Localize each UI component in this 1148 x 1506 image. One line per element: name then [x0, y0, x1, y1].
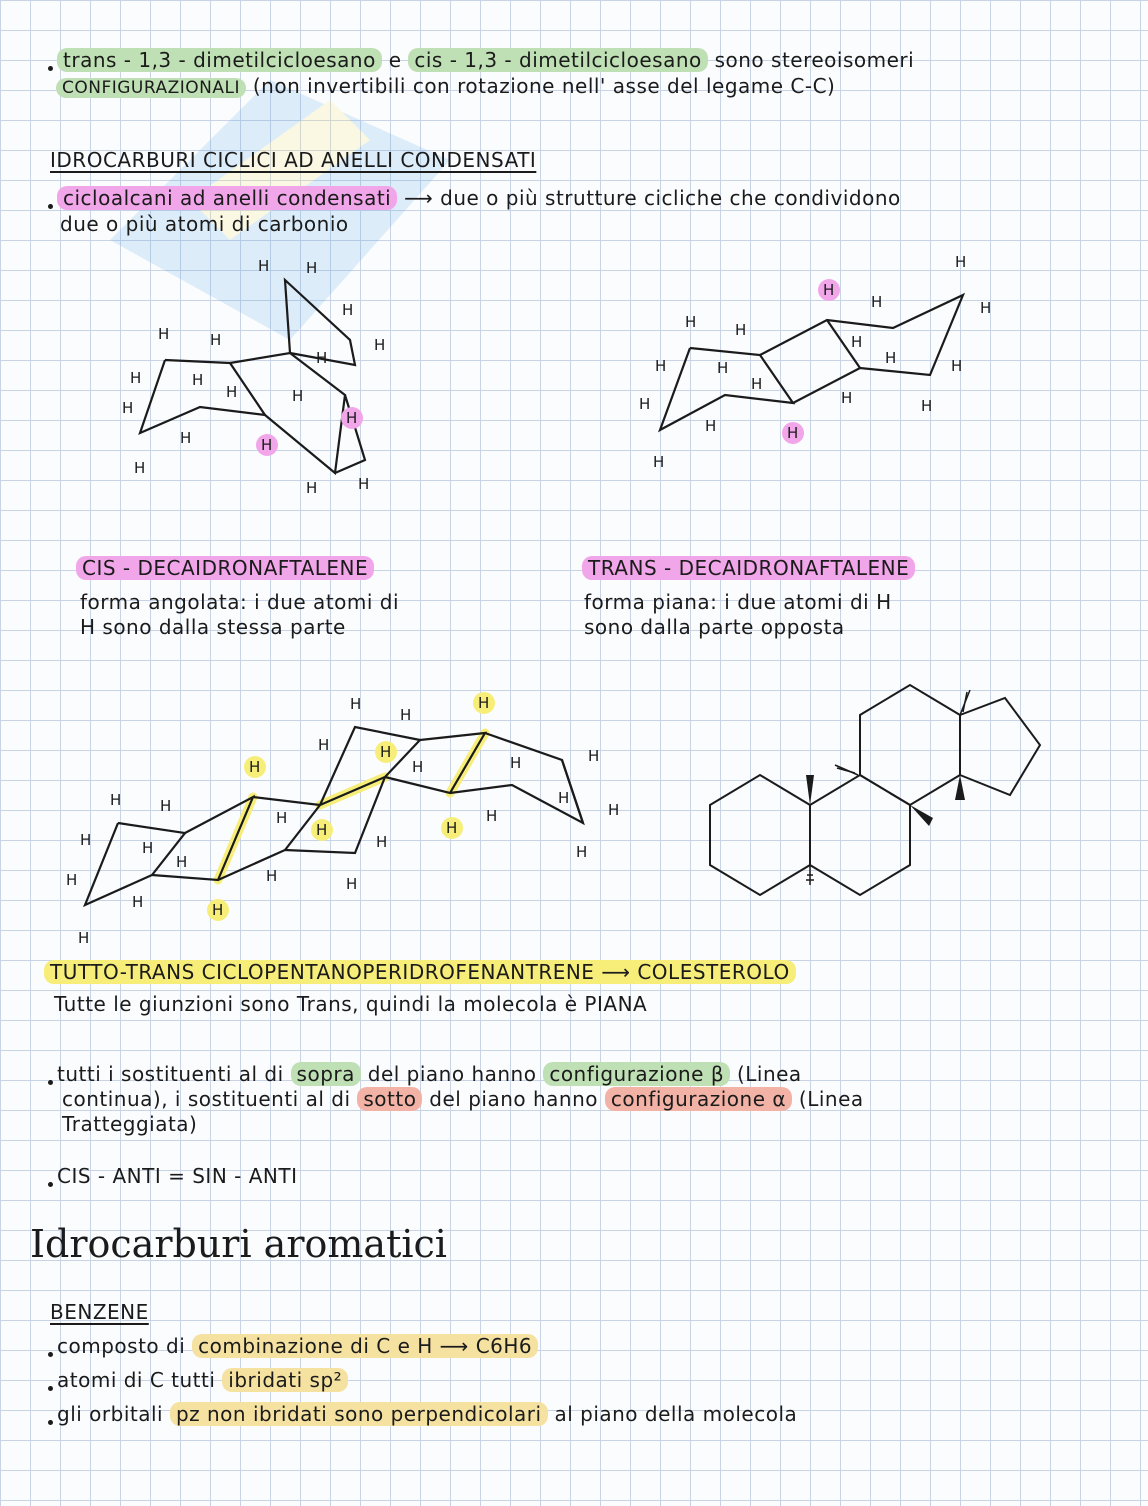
fused-def-a: due o più strutture cicliche che condividono: [440, 186, 901, 210]
atom-h-highlight: H: [261, 436, 273, 454]
atom-h: H: [751, 375, 763, 393]
cholesterol-label: COLESTEROLO: [637, 960, 790, 984]
arrow-icon: ⟶: [439, 1334, 469, 1358]
atom-h: H: [685, 313, 697, 331]
steroid-desc: Tutte le giunzioni sono Trans, quindi la molecola è PIANA: [54, 992, 648, 1016]
atom-h: H: [951, 357, 963, 375]
atom-h: H: [142, 839, 154, 857]
trans-name: trans - 1,3 - dimetilcicloesano: [57, 48, 382, 72]
atom-h: H: [608, 801, 620, 819]
atom-h: H: [871, 293, 883, 311]
trans-decalin-structure: [635, 255, 1015, 485]
steroid-label-line: [44, 960, 796, 984]
bullet-icon: [48, 1352, 53, 1357]
bullet-icon: [48, 66, 53, 71]
atom-h: H: [306, 479, 318, 497]
trans-decalin-hydrogens: [639, 253, 991, 471]
steroid-skeletal-structure: [705, 680, 1045, 910]
fused-def-line-2: due o più atomi di carbonio: [60, 212, 349, 236]
cis-decalin-bonds: [140, 280, 365, 473]
bullet-icon: [48, 204, 53, 209]
atom-h-highlight: H: [212, 901, 224, 919]
atom-h: H: [350, 695, 362, 713]
atom-h: H: [588, 747, 600, 765]
cis-name: cis - 1,3 - dimetilcicloesano: [408, 48, 707, 72]
subst-line-2: continua), i sostituenti al di sotto del piano hanno configurazione α (Linea: [62, 1087, 864, 1111]
conj-e: e: [388, 48, 402, 72]
skeletal-stereo-bonds: [806, 690, 970, 885]
atom-h: H: [376, 833, 388, 851]
atom-h-highlight: H: [316, 821, 328, 839]
atom-h: H: [316, 349, 328, 367]
atom-h: H: [192, 371, 204, 389]
atom-h: H: [717, 359, 729, 377]
fused-term: cicloalcani ad anelli condensati: [57, 186, 397, 210]
cis-decalin-desc-1: forma angolata: i due atomi di: [80, 590, 400, 614]
atom-h-highlight: H: [346, 409, 358, 427]
atom-h: H: [735, 321, 747, 339]
benzene-point-3: gli orbitali pz non ibridati sono perpendicolari al piano della molecola: [48, 1402, 797, 1426]
atom-h: H: [258, 257, 270, 275]
atom-h: H: [132, 893, 144, 911]
atom-h: H: [158, 325, 170, 343]
atom-h: H: [655, 357, 667, 375]
atom-h: H: [705, 417, 717, 435]
atom-h-highlight: H: [446, 819, 458, 837]
bullet-icon: [48, 1080, 53, 1085]
atom-h: H: [980, 299, 992, 317]
atom-h: H: [346, 875, 358, 893]
atom-h: H: [639, 395, 651, 413]
trans-decalin-desc-2: sono dalla parte opposta: [584, 615, 845, 639]
cis-anti-line: CIS - ANTI = SIN - ANTI: [48, 1164, 297, 1188]
atom-h: H: [210, 331, 222, 349]
atom-h-highlight: H: [380, 743, 392, 761]
atom-h: H: [841, 389, 853, 407]
cis-decalin-label: CIS - DECAIDRONAFTALENE: [76, 556, 374, 580]
benzene-formula: C6H6: [475, 1334, 533, 1358]
stereo-line-2: [56, 74, 835, 98]
atom-h: H: [292, 387, 304, 405]
trans-decalin-label: TRANS - DECAIDRONAFTALENE: [582, 556, 915, 580]
atom-h: H: [66, 871, 78, 889]
atom-h: H: [921, 397, 933, 415]
trans-junction-highlight: [218, 733, 485, 880]
atom-h: H: [134, 459, 146, 477]
bullet-icon: [48, 1182, 53, 1187]
atom-h: H: [78, 929, 90, 947]
subst-line-3: Tratteggiata): [62, 1112, 198, 1136]
trans-decalin-desc-1: forma piana: i due atomi di H: [584, 590, 892, 614]
fused-def-line-1: [48, 186, 901, 210]
atom-h: H: [955, 253, 967, 271]
atom-h: H: [226, 383, 238, 401]
config-rest: (non invertibili con rotazione nell' asse del legame C-C): [252, 74, 836, 98]
aromatic-title: Idrocarburi aromatici: [30, 1222, 447, 1266]
atom-h: H: [266, 867, 278, 885]
steroid-chair-bonds: [85, 727, 583, 905]
atom-h: H: [180, 429, 192, 447]
atom-h: H: [885, 349, 897, 367]
atom-h: H: [412, 758, 424, 776]
config-label: CONFIGURAZIONALI: [56, 78, 246, 98]
benzene-heading: BENZENE: [50, 1300, 149, 1324]
benzene-point-2: atomi di C tutti ibridati sp²: [48, 1368, 348, 1392]
atom-h: H: [486, 807, 498, 825]
trans-decalin-bonds: [660, 295, 963, 430]
stereo-sono: sono stereoisomeri: [714, 48, 915, 72]
atom-h: H: [653, 453, 665, 471]
atom-h: H: [318, 736, 330, 754]
skeletal-bonds: [710, 685, 1040, 895]
atom-h: H: [122, 399, 134, 417]
benzene-point-1: composto di combinazione di C e H ⟶ C6H6: [48, 1334, 538, 1358]
atom-h: H: [80, 831, 92, 849]
atom-h: H: [306, 259, 318, 277]
cis-decalin-desc-2: H sono dalla stessa parte: [80, 615, 346, 639]
atom-h: H: [342, 301, 354, 319]
cis-decalin-hydrogens: [122, 257, 385, 497]
atom-h-highlight: H: [249, 758, 261, 776]
atom-h: H: [400, 706, 412, 724]
arrow-icon: ⟶: [601, 960, 631, 984]
atom-h: H: [851, 333, 863, 351]
steroid-hydrogens: [66, 692, 619, 947]
atom-h: H: [374, 336, 386, 354]
bullet-icon: [48, 1386, 53, 1391]
stereo-line-1: [48, 48, 914, 72]
steroid-label: TUTTO-TRANS CICLOPENTANOPERIDROFENANTRENE: [50, 960, 595, 984]
subst-line-1: tutti i sostituenti al di sopra del piano hanno configurazione β (Linea: [48, 1062, 802, 1086]
atom-h-highlight: H: [478, 694, 490, 712]
atom-h-highlight: H: [823, 281, 835, 299]
atom-h: H: [160, 797, 172, 815]
bullet-icon: [48, 1420, 53, 1425]
steroid-chair-structure: [60, 685, 680, 955]
arrow-icon: ⟶: [404, 186, 434, 210]
cis-decalin-structure: [110, 255, 530, 515]
atom-h: H: [510, 754, 522, 772]
atom-h-highlight: H: [787, 424, 799, 442]
atom-h: H: [558, 789, 570, 807]
atom-h: H: [576, 843, 588, 861]
fused-heading: IDROCARBURI CICLICI AD ANELLI CONDENSATI: [50, 148, 537, 172]
atom-h: H: [130, 369, 142, 387]
atom-h: H: [276, 809, 288, 827]
atom-h: H: [358, 475, 370, 493]
atom-h: H: [176, 853, 188, 871]
atom-h: H: [110, 791, 122, 809]
